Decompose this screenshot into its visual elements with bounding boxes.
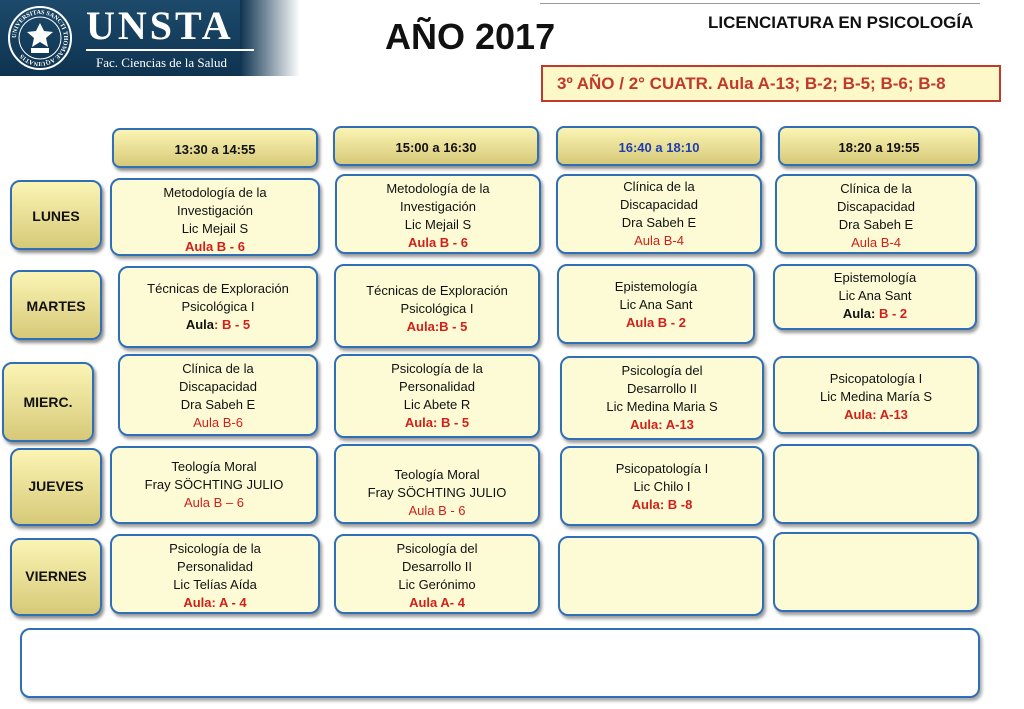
teacher: Lic Medina María S [820, 389, 932, 404]
cell-jueves-4-empty [773, 444, 979, 524]
cell-martes-4 [773, 264, 977, 330]
teacher: Lic Mejail S [181, 221, 249, 236]
subject-line: Discapacidad [178, 379, 258, 394]
subject-line: Personalidad [399, 379, 475, 394]
room: Aula B - 2 [626, 315, 686, 330]
cell-martes-3 [557, 264, 755, 344]
room: Aula B - 6 [185, 239, 245, 254]
teacher: Dra Sabeh E [621, 215, 697, 230]
logo-text: UNSTA [86, 3, 234, 48]
teacher: Lic Chilo I [633, 479, 691, 494]
day-viernes: VIERNES [10, 538, 102, 616]
subject: Psicología de la [169, 541, 261, 556]
teacher: Fray SÖCHTING JULIO [144, 477, 284, 492]
cell-martes-2 [334, 264, 540, 348]
university-seal-icon [7, 5, 73, 71]
subject-line: Psicológica I [181, 299, 255, 314]
room: Aula: A-13 [630, 417, 694, 432]
cell-martes-1 [118, 266, 318, 348]
subject-line: Investigación [400, 199, 476, 214]
teacher: Lic Ana Sant [838, 288, 912, 303]
subject-line: Psicológica I [400, 301, 474, 316]
cell-jueves-1 [110, 446, 318, 524]
teacher: Lic Abete R [403, 397, 471, 412]
subject: Técnicas de Exploración [147, 281, 289, 296]
subject: Clínica de la [623, 179, 695, 194]
teacher: Lic Medina Maria S [606, 399, 718, 414]
time-slot-3: 16:40 a 18:10 [556, 126, 762, 166]
time-slot-2: 15:00 a 16:30 [333, 126, 539, 166]
cell-lunes-1 [110, 178, 320, 256]
cell-viernes-3-empty [558, 536, 764, 616]
subject: Epistemología [833, 270, 917, 285]
room: Aula A- 4 [409, 595, 465, 610]
page-title: AÑO 2017 [385, 16, 556, 57]
room: Aula B-4 [634, 233, 684, 248]
career-title: LICENCIATURA EN PSICOLOGÍA [708, 13, 974, 32]
teacher: Lic Mejail S [404, 217, 472, 232]
day-lunes: LUNES [10, 180, 102, 250]
subject: Metodología de la [386, 181, 490, 196]
room: Aula: A-13 [844, 407, 908, 422]
room-label: Aula: [842, 306, 876, 321]
subject-line: Discapacidad [619, 197, 699, 212]
cell-mierc-2 [334, 354, 540, 438]
room-value: B - 2 [875, 306, 908, 321]
subject: Psicología de la [391, 361, 483, 376]
seal-text: UNIVERSITAS SANCTI THOMAE AQUINATIS [10, 8, 70, 68]
day-martes: MARTES [10, 270, 102, 340]
time-slot-4: 18:20 a 19:55 [778, 126, 980, 166]
subject: Psicología del [396, 541, 478, 556]
cell-jueves-3 [560, 446, 764, 526]
subject-line: Discapacidad [836, 199, 916, 214]
subject: Clínica de la [182, 361, 254, 376]
room-label: Aula [185, 317, 215, 332]
subject: Epistemología [614, 279, 698, 294]
room-value: : B - 5 [214, 317, 251, 332]
cell-lunes-3 [556, 174, 762, 254]
subject-line: Investigación [177, 203, 253, 218]
teacher: Lic Gerónimo [398, 577, 476, 592]
subject: Psicopatología I [829, 371, 923, 386]
cell-mierc-4 [773, 356, 979, 434]
day-jueves: JUEVES [10, 448, 102, 526]
room: Aula B - 6 [408, 235, 468, 250]
teacher: Fray SÖCHTING JULIO [367, 485, 507, 500]
cell-lunes-2 [335, 174, 541, 254]
subject: Teología Moral [171, 459, 257, 474]
teacher: Lic Telías Aída [173, 577, 257, 592]
room: Aula: B -8 [631, 497, 693, 512]
room: Aula: A - 4 [183, 595, 247, 610]
teacher: Lic Ana Sant [619, 297, 693, 312]
subject: Técnicas de Exploración [366, 283, 508, 298]
subject: Teología Moral [394, 467, 480, 482]
cell-mierc-3 [560, 356, 764, 440]
room: Aula B-6 [193, 415, 243, 430]
teacher: Dra Sabeh E [180, 397, 256, 412]
subject-line: Desarrollo II [401, 559, 473, 574]
notes-box [20, 628, 980, 698]
time-slot-1: 13:30 a 14:55 [112, 128, 318, 168]
cell-mierc-1 [118, 354, 318, 436]
subject-line: Desarrollo II [626, 381, 698, 396]
subject: Psicología del [621, 363, 703, 378]
room: Aula B-4 [851, 235, 901, 250]
logo-divider [86, 49, 254, 51]
day-mierc: MIERC. [2, 362, 94, 442]
subject: Metodología de la [163, 185, 267, 200]
cell-viernes-4-empty [773, 532, 979, 612]
room [775, 305, 975, 323]
subject: Psicopatología I [615, 461, 709, 476]
cell-viernes-2 [334, 534, 540, 614]
cell-lunes-4 [775, 174, 977, 254]
header-rule [540, 3, 980, 4]
term-banner: 3º AÑO / 2° CUATR. Aula A-13; B-2; B-5; B-6; B-8 [541, 65, 1001, 102]
subject-line: Personalidad [177, 559, 253, 574]
room: Aula:B - 5 [406, 319, 468, 334]
room: Aula: B - 5 [404, 415, 470, 430]
room: Aula B – 6 [184, 495, 244, 510]
cell-jueves-2 [334, 444, 540, 524]
faculty-name: Fac. Ciencias de la Salud [96, 55, 228, 70]
teacher: Dra Sabeh E [838, 217, 914, 232]
room: Aula B - 6 [408, 503, 466, 518]
subject: Clínica de la [840, 181, 912, 196]
room [120, 316, 316, 334]
cell-viernes-1 [110, 534, 320, 614]
